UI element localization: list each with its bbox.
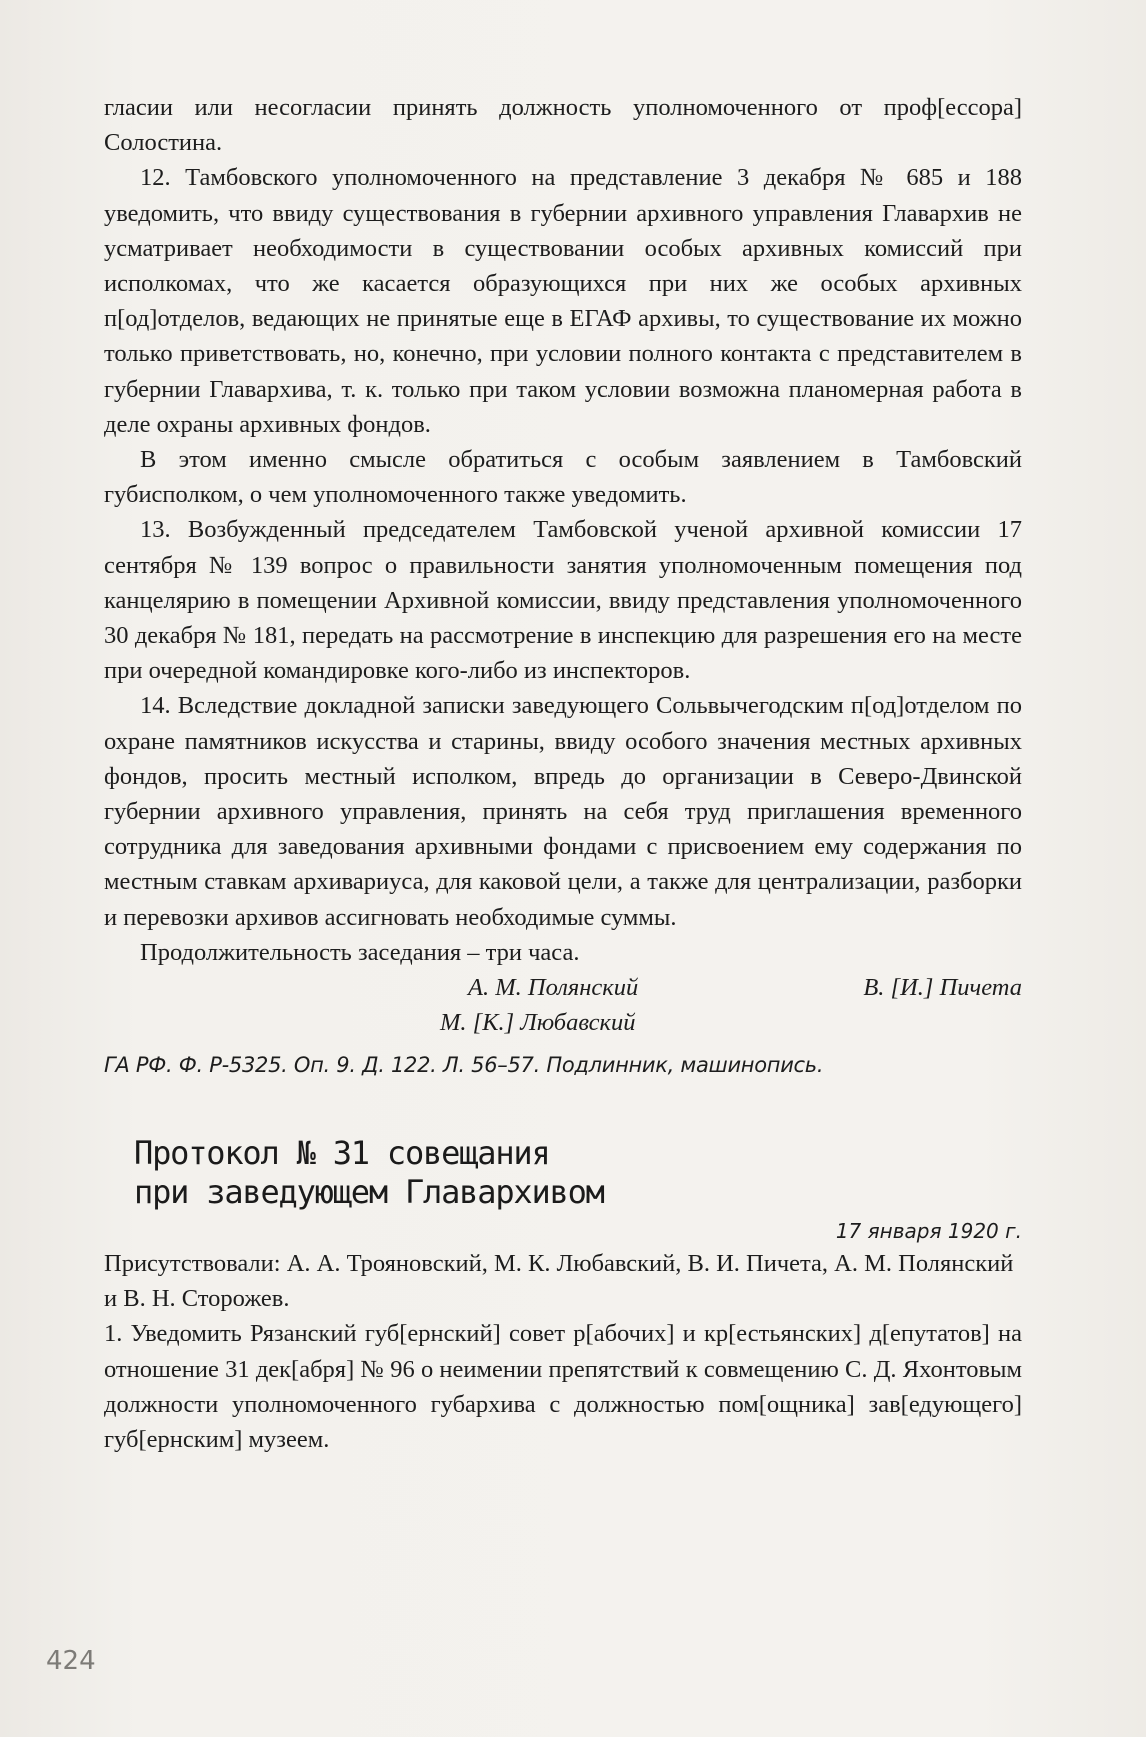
protocol-title-line-1: Протокол № 31 совещания [134, 1134, 550, 1173]
text-column [104, 90, 1022, 1457]
signature-row-2 [104, 1005, 1022, 1040]
paragraph-continuation: гласии или несогласии принять должность уполномоченного от проф[ессора] Солостина. [104, 94, 1022, 157]
signature-polyansky: А. М. Полянский [468, 974, 639, 1002]
archival-source-note: ГА РФ. Ф. Р-5325. Оп. 9. Д. 122. Л. 56–57. Подлинник, машинопись. [104, 1053, 824, 1078]
protocol-heading [134, 1134, 1022, 1212]
paragraph-item-14: 14. Вследствие докладной записки заведующего Сольвычегодским п[од]отделом по охране памятников искусства и старины, ввиду особого значения местных архивных фондов, просить местный исполком, впредь до организации в Северо-Двинской губернии архивного управления, принять на себя труд приглашения временного сотрудника для заведования архивными фондами с присвоением ему содержания по местным ставкам архивариуса, для каковой цели, а также для централизации, разборки и перевозки архивов ассигновать необходимые суммы. [104, 692, 1022, 931]
protocol-date: 17 января 1920 г. [835, 1219, 1022, 1244]
signature-picheta: В. [И.] Пичета [863, 974, 1022, 1002]
paragraph-item-12: 12. Тамбовского уполномоченного на представление 3 декабря № 685 и 188 уведомить, что ввиду существования в губернии архивного управления Главархив не усматривает необходимости в существовании особых архивных комиссий при исполкомах, что же касается образующихся при них же особых архивных п[од]отделов, ведающих не принятые еще в ЕГАФ архивы, то существование их можно только приветствовать, но, конечно, при условии полного контакта с представителем в губернии Главархива, т. к. только при таком условии возможна планомерная работа в деле охраны архивных фондов. [104, 164, 1022, 438]
signature-lyubavsky: М. [К.] Любавский [440, 1009, 636, 1037]
protocol-title-line-2: при заведующем Главархивом [134, 1173, 604, 1212]
paragraph-duration: Продолжительность заседания – три часа. [140, 938, 580, 966]
signature-row-1 [104, 970, 1022, 1005]
page-number: 424 [46, 1646, 96, 1676]
paragraph-tambov-note: В этом именно смысле обратиться с особым заявлением в Тамбовский губисполком, о чем уполномоченного также уведомить. [104, 446, 1022, 509]
paragraph-item-13: 13. Возбужденный председателем Тамбовской ученой архивной комиссии 17 сентября № 139 вопрос о правильности занятия уполномоченным помещения под канцелярию в помещении Архивной комиссии, ввиду представления уполномоченного 30 декабря № 181, передать на рассмотрение в инспекцию для разрешения его на месте при очередной командировке кого-либо из инспекторов. [104, 516, 1022, 685]
paragraph-item-1: 1. Уведомить Рязанский губ[ернский] совет р[абочих] и кр[естьянских] д[епутатов] на отношение 31 дек[абря] № 96 о неимении препятствий к совмещению С. Д. Яхонтовым должности уполномоченного губархива с должностью пом[ощника] зав[едующего] губ[ернским] музеем. [104, 1320, 1022, 1454]
attendees-paragraph: Присутствовали: А. А. Трояновский, М. К. Любавский, В. И. Пичета, А. М. Полянский и В. Н. Сторожев. [104, 1250, 1014, 1313]
